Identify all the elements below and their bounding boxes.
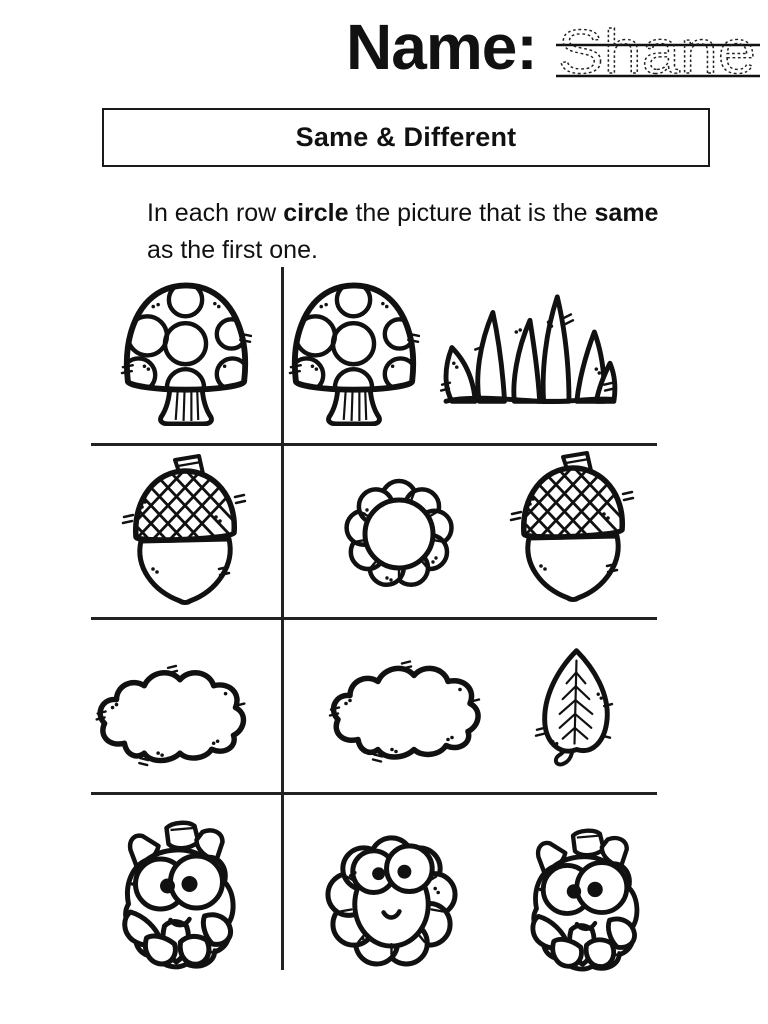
cloud-icon[interactable] bbox=[94, 656, 254, 770]
flower-icon[interactable] bbox=[343, 476, 455, 588]
flower-face-icon[interactable] bbox=[324, 823, 460, 967]
instructions-line2: as the first one. bbox=[147, 236, 318, 264]
row-divider-2 bbox=[91, 617, 657, 620]
acorn-icon[interactable] bbox=[507, 450, 639, 602]
row-divider-1 bbox=[91, 443, 657, 446]
instructions-line1: In each row circle the picture that is the same bbox=[147, 199, 659, 227]
name-label: Name: bbox=[346, 11, 537, 83]
row-divider-3 bbox=[91, 792, 657, 795]
worksheet-title: Same & Different bbox=[295, 122, 517, 152]
traced-name-text: Shane bbox=[558, 18, 756, 84]
traced-name-field[interactable] bbox=[554, 18, 764, 84]
pinecone-face-icon[interactable] bbox=[524, 828, 646, 974]
acorn-icon[interactable] bbox=[119, 453, 251, 605]
cloud-icon[interactable] bbox=[328, 650, 488, 768]
instructions bbox=[147, 195, 687, 269]
mushroom-icon[interactable] bbox=[120, 281, 252, 426]
leaf-icon[interactable] bbox=[533, 646, 617, 774]
mushroom-icon[interactable] bbox=[288, 281, 420, 426]
title-box bbox=[102, 108, 710, 167]
grass-icon[interactable] bbox=[438, 291, 618, 413]
pinecone-face-icon[interactable] bbox=[116, 820, 242, 972]
